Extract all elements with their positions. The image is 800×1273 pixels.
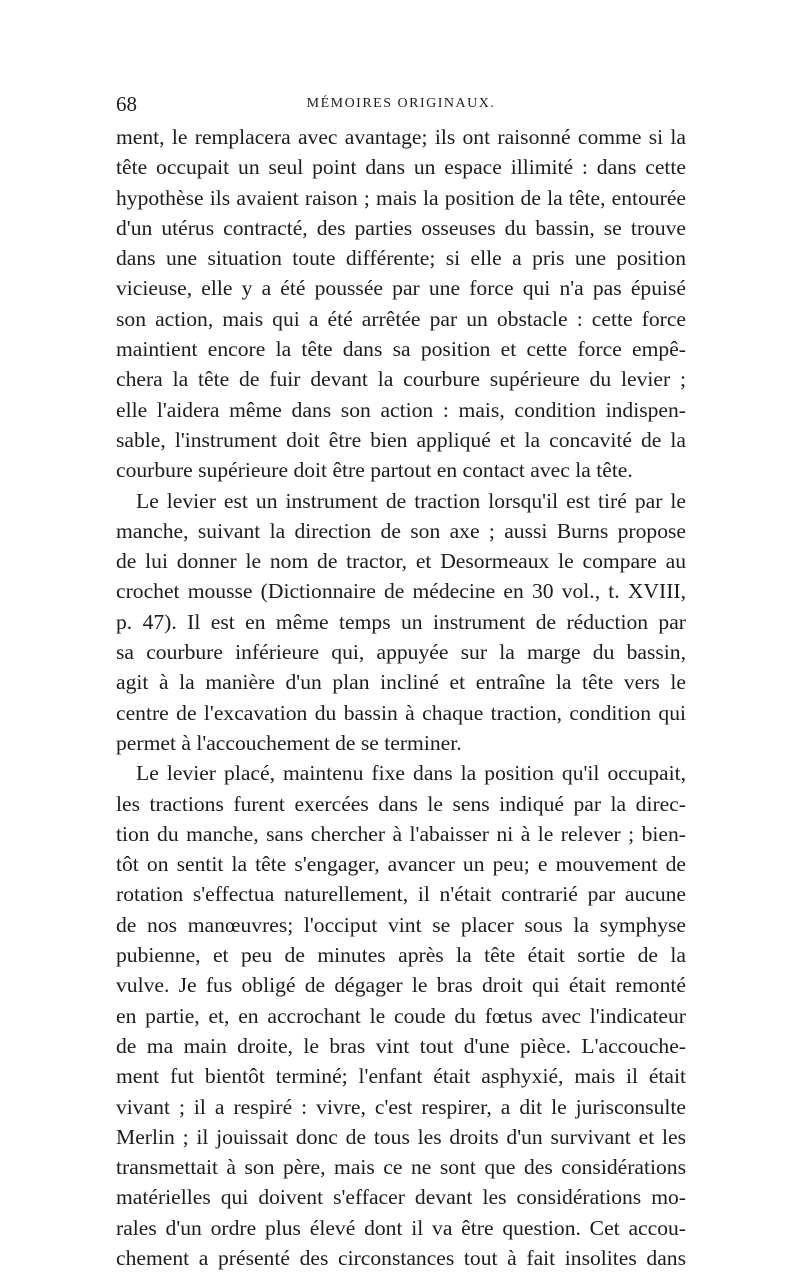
text-line: vulve. Je fus obligé de dégager le bras droit qui était remonté	[116, 973, 686, 998]
text-line: Le levier placé, maintenu fixe dans la position qu'il occupait,	[136, 761, 686, 786]
paragraph-1	[116, 122, 686, 486]
text-line: son action, mais qui a été arrêtée par un obstacle : cette force	[116, 306, 686, 331]
text-line: tôt on sentit la tête s'engager, avancer un peu; e mouvement de	[116, 852, 686, 877]
text-line: courbure supérieure doit être partout en contact avec la tête.	[116, 458, 633, 483]
text-line: agit à la manière d'un plan incliné et entraîne la tête vers le	[116, 670, 686, 695]
text-line: chement a présenté des circonstances tout à fait insolites dans	[116, 1245, 686, 1270]
text-line: crochet mousse (Dictionnaire de médecine en 30 vol., t. XVIII,	[116, 579, 686, 604]
text-line: Le levier est un instrument de traction lorsqu'il est tiré par le	[136, 488, 686, 513]
text-line: vivant ; il a respiré : vivre, c'est respirer, a dit le jurisconsulte	[116, 1094, 686, 1119]
text-line: ment fut bientôt terminé; l'enfant était asphyxié, mais il était	[116, 1064, 686, 1089]
page-number: 68	[116, 92, 137, 116]
text-line: vicieuse, elle y a été poussée par une force qui n'a pas épuisé	[116, 276, 686, 301]
text-line: maintient encore la tête dans sa position et cette force empê-	[116, 337, 686, 362]
text-line: de nos manœuvres; l'occiput vint se placer sous la symphyse	[116, 912, 686, 937]
text-line: de ma main droite, le bras vint tout d'une pièce. L'accouche-	[116, 1033, 686, 1058]
text-line: manche, suivant la direction de son axe ; aussi Burns propose	[116, 518, 686, 543]
text-line: pubienne, et peu de minutes après la tête était sortie de la	[116, 943, 686, 968]
text-line: p. 47). Il est en même temps un instrument de réduction par	[116, 609, 686, 634]
book-page	[116, 92, 686, 1273]
text-line: tête occupait un seul point dans un espace illimité : dans cette	[116, 155, 686, 180]
page-header	[116, 92, 686, 122]
text-line: rotation s'effectua naturellement, il n'était contrarié par aucune	[116, 882, 686, 907]
text-line: ment, le remplacera avec avantage; ils ont raisonné comme si la	[116, 125, 686, 149]
text-line: les tractions furent exercées dans le sens indiqué par la direc-	[116, 791, 686, 816]
text-line: de lui donner le nom de tractor, et Desormeaux le compare au	[116, 549, 686, 574]
text-line: hypothèse ils avaient raison ; mais la position de la tête, entourée	[116, 185, 686, 210]
text-line: sable, l'instrument doit être bien appliqué et la concavité de la	[116, 427, 686, 452]
paragraph-3	[116, 758, 686, 1273]
text-line: transmettait à son père, mais ce ne sont que des considérations	[116, 1155, 686, 1180]
paragraph-2	[116, 486, 686, 759]
text-line: matérielles qui doivent s'effacer devant les considérations mo-	[116, 1185, 686, 1210]
text-line: d'un utérus contracté, des parties osseuses du bassin, se trouve	[116, 215, 686, 240]
text-line: sa courbure inférieure qui, appuyée sur la marge du bassin,	[116, 640, 686, 665]
running-head: MÉMOIRES ORIGINAUX.	[306, 96, 496, 111]
text-line: dans une situation toute différente; si elle a pris une position	[116, 246, 686, 271]
text-line: elle l'aidera même dans son action : mais, condition indispen-	[116, 397, 686, 422]
text-line: en partie, et, en accrochant le coude du fœtus avec l'indicateur	[116, 1003, 686, 1028]
text-line: permet à l'accouchement de se terminer.	[116, 730, 462, 755]
text-line: chera la tête de fuir devant la courbure supérieure du levier ;	[116, 367, 686, 392]
text-line: tion du manche, sans chercher à l'abaisser ni à le relever ; bien-	[116, 821, 686, 846]
page-body	[116, 122, 686, 1273]
text-line: Merlin ; il jouissait donc de tous les droits d'un survivant et les	[116, 1124, 686, 1149]
text-line: centre de l'excavation du bassin à chaque traction, condition qui	[116, 700, 686, 725]
text-line: rales d'un ordre plus élevé dont il va être question. Cet accou-	[116, 1215, 686, 1240]
